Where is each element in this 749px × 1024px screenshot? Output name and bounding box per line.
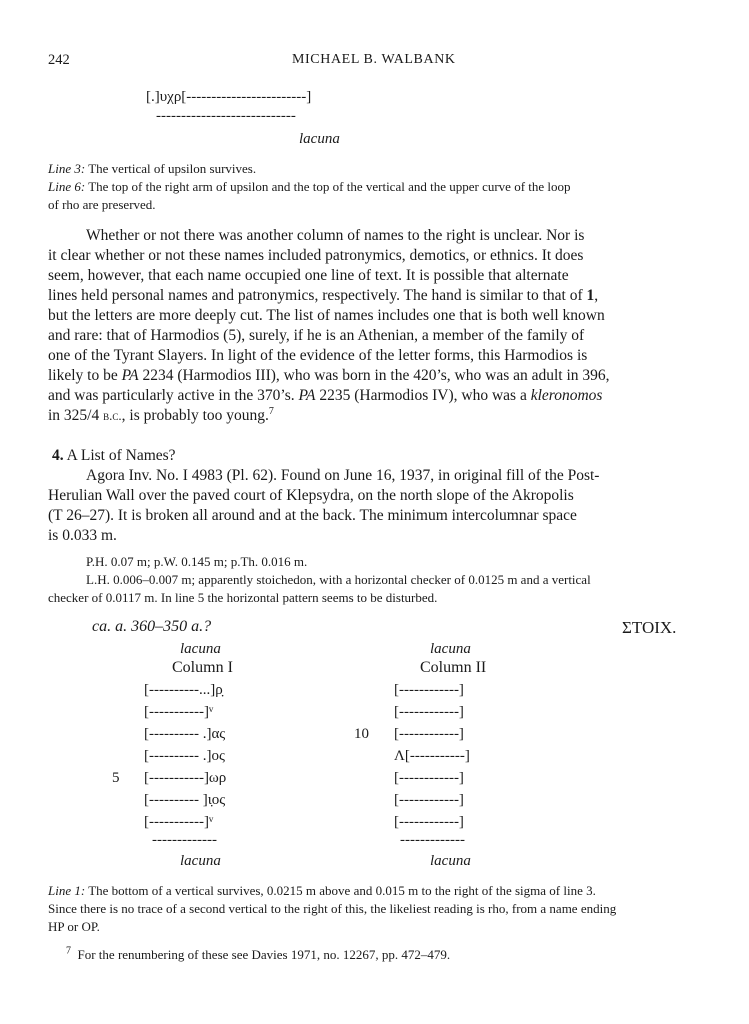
col1-heading: Column I (172, 659, 233, 676)
inscription-date: ca. a. 360–350 a.? (92, 618, 212, 635)
col1-row-6: [---------- ]ι̣ος (144, 792, 226, 808)
para1-line4-text: lines held personal names and patronymics, respectively. The hand is similar to that of (48, 287, 587, 304)
bc-abbrev: b.c. (103, 408, 122, 423)
col1-dash-line: ------------- (152, 832, 217, 848)
section-title: A List of Names? (66, 447, 176, 464)
para1-line8-c: 2234 (Harmodios III), who was born in the 420’s, who was an adult in 396, (138, 367, 610, 384)
line-number-5: 5 (112, 770, 120, 786)
col1-row-2: [-----------]ᵛ (144, 704, 214, 720)
footnote-mark: 7 (66, 945, 71, 957)
para1-line5: but the letters are more deeply cut. The list of names includes one that is both well known (48, 307, 605, 324)
para1-line3: seem, however, that each name occupied one line of text. It is possible that alternate (48, 267, 569, 284)
pa-abbrev-1: PA (121, 367, 139, 384)
section-p4: is 0.033 m. (48, 527, 117, 544)
col1-row-5: [-----------]ωρ (144, 770, 227, 786)
note-line6-label: Line 6: (48, 179, 86, 194)
para1-line9-c: 2235 (Harmodios IV), who was a (315, 387, 531, 404)
running-head: MICHAEL B. WALBANK (292, 52, 456, 67)
para1-line8-a: likely to be (48, 367, 122, 384)
note-line1-text: The bottom of a vertical survives, 0.0215 m above and 0.015 m to the right of the sigma of line 3. (88, 883, 596, 898)
col2-heading: Column II (420, 659, 487, 676)
note-line6-text-a: The top of the right arm of upsilon and the top of the vertical and the upper curve of the loop (88, 179, 571, 194)
para1-line10 (48, 406, 274, 426)
col1-lacuna-bottom: lacuna (180, 853, 221, 869)
note-line6-cont: of rho are preserved. (48, 197, 156, 212)
para1-line2: it clear whether or not these names included patronymics, demotics, or ethnics. It does (48, 247, 584, 264)
col2-row-7: [------------] (394, 814, 464, 830)
col2-row-5: [------------] (394, 770, 464, 786)
col2-lacuna-bottom: lacuna (430, 853, 471, 869)
section-number: 4. (52, 447, 64, 464)
footnote-text: For the renumbering of these see Davies 1971, no. 12267, pp. 472–479. (77, 947, 451, 962)
col1-row-7: [-----------]ᵛ (144, 814, 214, 830)
note-line6 (48, 178, 571, 196)
fragment-line-b: ---------------------------- (156, 108, 296, 124)
para1-line4-comma: , (594, 287, 599, 304)
para1-line10-c: , is probably too young. (121, 407, 269, 424)
letter-height-1: L.H. 0.006–0.007 m; apparently stoichedon, with a horizontal checker of 0.0125 m and a vertical (86, 572, 591, 587)
note-line3-label: Line 3: (48, 161, 86, 176)
fragment-line-a: [.]υχρ[------------------------] (146, 89, 312, 105)
col2-lacuna-top: lacuna (430, 641, 471, 657)
pa-abbrev-2: PA (298, 387, 316, 404)
para1-line6: and rare: that of Harmodios (5), surely, if he is an Athenian, a member of the family of (48, 327, 585, 344)
note-line1-cont1: Since there is no trace of a second vertical to the right of this, the likeliest reading is rho, from a name ending (48, 901, 617, 916)
note-line1-cont2: HP or OP. (48, 919, 100, 934)
para1-line9 (48, 386, 602, 406)
dimensions: P.H. 0.07 m; p.W. 0.145 m; p.Th. 0.016 m. (86, 554, 308, 569)
para1-line9-a: and was particularly active in the 370’s. (48, 387, 299, 404)
col1-row-4: [---------- .]ος (144, 748, 225, 764)
col2-row-1: [------------] (394, 682, 464, 698)
col1-row-1: [----------...]ρ̣ (144, 682, 223, 698)
note-line1-label: Line 1: (48, 883, 86, 898)
col2-row-3: [------------] (394, 726, 464, 742)
para1-line8 (48, 366, 610, 386)
note-line3-text: The vertical of upsilon survives. (88, 161, 257, 176)
para1-line4 (48, 286, 598, 306)
col2-row-4: Λ[-----------] (394, 748, 470, 764)
section-p2: Herulian Wall over the paved court of Klepsydra, on the north slope of the Akropolis (48, 487, 574, 504)
kleronomos-term: kleronomos (530, 387, 603, 404)
note-line3 (48, 160, 256, 178)
footnote-7 (66, 946, 450, 964)
stoich-label: ΣΤΟΙΧ. (622, 618, 677, 637)
col1-lacuna-top: lacuna (180, 641, 221, 657)
footnote-ref-7: 7 (268, 405, 274, 417)
section-p3: (T 26–27). It is broken all around and at the back. The minimum intercolumnar space (48, 507, 577, 524)
letter-height-2: checker of 0.0117 m. In line 5 the horizontal pattern seems to be disturbed. (48, 590, 438, 605)
cross-ref-1: 1 (586, 287, 595, 304)
para1-line1: Whether or not there was another column of names to the right is unclear. Nor is (86, 227, 585, 244)
para1-line10-a: in 325/4 (48, 407, 104, 424)
note-line1 (48, 882, 596, 900)
col1-row-3: [---------- .]ας (144, 726, 226, 742)
section-p1: Agora Inv. No. I 4983 (Pl. 62). Found on June 16, 1937, in original fill of the Post- (86, 467, 600, 484)
page-number: 242 (48, 52, 70, 68)
col2-dash-line: ------------- (400, 832, 465, 848)
section-heading (52, 446, 176, 466)
line-number-10: 10 (354, 726, 369, 742)
col2-row-2: [------------] (394, 704, 464, 720)
para1-line7: one of the Tyrant Slayers. In light of the evidence of the letter forms, this Harmodios is (48, 347, 588, 364)
fragment-lacuna: lacuna (299, 131, 340, 147)
col2-row-6: [------------] (394, 792, 464, 808)
